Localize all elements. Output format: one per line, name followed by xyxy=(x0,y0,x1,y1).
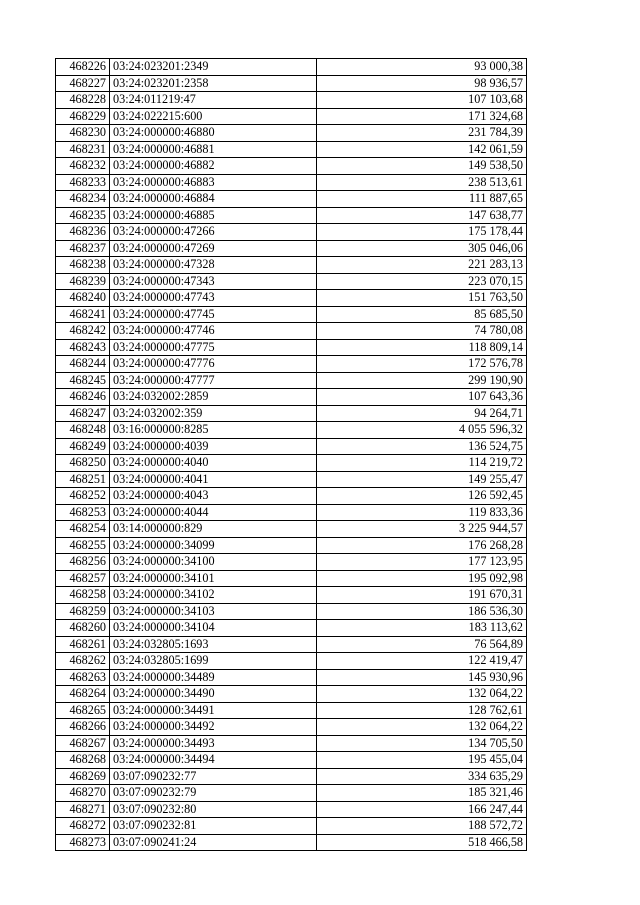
cadastral-code-cell: 03:24:032805:1699 xyxy=(110,653,317,670)
cadastral-code-cell: 03:24:000000:34491 xyxy=(110,702,317,719)
row-id-cell: 468259 xyxy=(56,603,110,620)
table-row xyxy=(56,59,527,76)
table-row xyxy=(56,752,527,769)
table-row xyxy=(56,735,527,752)
row-id-cell: 468255 xyxy=(56,537,110,554)
row-id-cell: 468231 xyxy=(56,141,110,158)
amount-cell: 149 538,50 xyxy=(317,158,527,175)
amount-cell: 195 092,98 xyxy=(317,570,527,587)
row-id-cell: 468261 xyxy=(56,636,110,653)
table-row xyxy=(56,455,527,472)
row-id-cell: 468232 xyxy=(56,158,110,175)
cadastral-code-cell: 03:24:000000:34104 xyxy=(110,620,317,637)
cadastral-code-cell: 03:24:032002:359 xyxy=(110,405,317,422)
table-row xyxy=(56,554,527,571)
row-id-cell: 468257 xyxy=(56,570,110,587)
amount-cell: 119 833,36 xyxy=(317,504,527,521)
amount-cell: 111 887,65 xyxy=(317,191,527,208)
table-body xyxy=(56,59,527,851)
cadastral-code-cell: 03:24:000000:4044 xyxy=(110,504,317,521)
amount-cell: 223 070,15 xyxy=(317,273,527,290)
cadastral-code-cell: 03:24:000000:46883 xyxy=(110,174,317,191)
cadastral-code-cell: 03:24:000000:34102 xyxy=(110,587,317,604)
amount-cell: 305 046,06 xyxy=(317,240,527,257)
cadastral-code-cell: 03:24:000000:34103 xyxy=(110,603,317,620)
table-row xyxy=(56,158,527,175)
row-id-cell: 468227 xyxy=(56,75,110,92)
cadastral-code-cell: 03:24:000000:47343 xyxy=(110,273,317,290)
table-row xyxy=(56,620,527,637)
row-id-cell: 468230 xyxy=(56,125,110,142)
row-id-cell: 468260 xyxy=(56,620,110,637)
table-row xyxy=(56,686,527,703)
cadastral-code-cell: 03:24:023201:2349 xyxy=(110,59,317,76)
table-row xyxy=(56,669,527,686)
table-row xyxy=(56,488,527,505)
amount-cell: 132 064,22 xyxy=(317,686,527,703)
table-row xyxy=(56,240,527,257)
cadastral-code-cell: 03:07:090241:24 xyxy=(110,834,317,851)
amount-cell: 151 763,50 xyxy=(317,290,527,307)
amount-cell: 186 536,30 xyxy=(317,603,527,620)
cadastral-code-cell: 03:24:000000:34490 xyxy=(110,686,317,703)
cadastral-code-cell: 03:24:000000:4041 xyxy=(110,471,317,488)
row-id-cell: 468258 xyxy=(56,587,110,604)
amount-cell: 132 064,22 xyxy=(317,719,527,736)
table-row xyxy=(56,372,527,389)
amount-cell: 4 055 596,32 xyxy=(317,422,527,439)
row-id-cell: 468236 xyxy=(56,224,110,241)
cadastral-code-cell: 03:24:000000:4040 xyxy=(110,455,317,472)
row-id-cell: 468241 xyxy=(56,306,110,323)
cadastral-code-cell: 03:24:000000:47746 xyxy=(110,323,317,340)
row-id-cell: 468239 xyxy=(56,273,110,290)
cadastral-code-cell: 03:07:090232:79 xyxy=(110,785,317,802)
cadastral-code-cell: 03:16:000000:8285 xyxy=(110,422,317,439)
amount-cell: 76 564,89 xyxy=(317,636,527,653)
table-row xyxy=(56,422,527,439)
cadastral-code-cell: 03:14:000000:829 xyxy=(110,521,317,538)
data-table xyxy=(55,58,527,851)
cadastral-code-cell: 03:24:000000:34099 xyxy=(110,537,317,554)
row-id-cell: 468249 xyxy=(56,438,110,455)
table-row xyxy=(56,257,527,274)
amount-cell: 98 936,57 xyxy=(317,75,527,92)
table-row xyxy=(56,603,527,620)
table-row xyxy=(56,125,527,142)
cadastral-code-cell: 03:24:000000:46880 xyxy=(110,125,317,142)
cadastral-code-cell: 03:24:000000:34494 xyxy=(110,752,317,769)
table-row xyxy=(56,768,527,785)
cadastral-code-cell: 03:24:011219:47 xyxy=(110,92,317,109)
table-row xyxy=(56,108,527,125)
amount-cell: 176 268,28 xyxy=(317,537,527,554)
cadastral-code-cell: 03:24:000000:47743 xyxy=(110,290,317,307)
amount-cell: 221 283,13 xyxy=(317,257,527,274)
table-row xyxy=(56,818,527,835)
row-id-cell: 468264 xyxy=(56,686,110,703)
row-id-cell: 468272 xyxy=(56,818,110,835)
table-row xyxy=(56,191,527,208)
cadastral-code-cell: 03:24:000000:47776 xyxy=(110,356,317,373)
row-id-cell: 468238 xyxy=(56,257,110,274)
amount-cell: 107 103,68 xyxy=(317,92,527,109)
amount-cell: 238 513,61 xyxy=(317,174,527,191)
row-id-cell: 468252 xyxy=(56,488,110,505)
amount-cell: 74 780,08 xyxy=(317,323,527,340)
cadastral-code-cell: 03:24:000000:34493 xyxy=(110,735,317,752)
amount-cell: 147 638,77 xyxy=(317,207,527,224)
cadastral-code-cell: 03:24:032002:2859 xyxy=(110,389,317,406)
table-row xyxy=(56,587,527,604)
row-id-cell: 468254 xyxy=(56,521,110,538)
cadastral-code-cell: 03:24:000000:46885 xyxy=(110,207,317,224)
amount-cell: 128 762,61 xyxy=(317,702,527,719)
table-row xyxy=(56,290,527,307)
amount-cell: 107 643,36 xyxy=(317,389,527,406)
amount-cell: 175 178,44 xyxy=(317,224,527,241)
cadastral-code-cell: 03:24:000000:47269 xyxy=(110,240,317,257)
table-row xyxy=(56,75,527,92)
cadastral-code-cell: 03:24:000000:47328 xyxy=(110,257,317,274)
table-row xyxy=(56,356,527,373)
amount-cell: 188 572,72 xyxy=(317,818,527,835)
row-id-cell: 468226 xyxy=(56,59,110,76)
row-id-cell: 468247 xyxy=(56,405,110,422)
table-row xyxy=(56,273,527,290)
amount-cell: 142 061,59 xyxy=(317,141,527,158)
table-row xyxy=(56,141,527,158)
row-id-cell: 468269 xyxy=(56,768,110,785)
table-row xyxy=(56,521,527,538)
row-id-cell: 468262 xyxy=(56,653,110,670)
row-id-cell: 468243 xyxy=(56,339,110,356)
cadastral-code-cell: 03:24:000000:34492 xyxy=(110,719,317,736)
amount-cell: 145 930,96 xyxy=(317,669,527,686)
cadastral-code-cell: 03:24:000000:4039 xyxy=(110,438,317,455)
amount-cell: 185 321,46 xyxy=(317,785,527,802)
cadastral-code-cell: 03:24:000000:47777 xyxy=(110,372,317,389)
table-row xyxy=(56,306,527,323)
cadastral-code-cell: 03:07:090232:81 xyxy=(110,818,317,835)
table-row xyxy=(56,224,527,241)
row-id-cell: 468244 xyxy=(56,356,110,373)
table-row xyxy=(56,438,527,455)
amount-cell: 172 576,78 xyxy=(317,356,527,373)
amount-cell: 136 524,75 xyxy=(317,438,527,455)
table-row xyxy=(56,323,527,340)
cadastral-code-cell: 03:24:023201:2358 xyxy=(110,75,317,92)
table-row xyxy=(56,636,527,653)
cadastral-code-cell: 03:24:000000:34101 xyxy=(110,570,317,587)
cadastral-code-cell: 03:24:000000:34489 xyxy=(110,669,317,686)
row-id-cell: 468270 xyxy=(56,785,110,802)
row-id-cell: 468266 xyxy=(56,719,110,736)
row-id-cell: 468246 xyxy=(56,389,110,406)
cadastral-code-cell: 03:24:000000:46882 xyxy=(110,158,317,175)
row-id-cell: 468267 xyxy=(56,735,110,752)
cadastral-code-cell: 03:24:000000:46884 xyxy=(110,191,317,208)
amount-cell: 93 000,38 xyxy=(317,59,527,76)
amount-cell: 118 809,14 xyxy=(317,339,527,356)
table-row xyxy=(56,537,527,554)
cadastral-code-cell: 03:24:000000:46881 xyxy=(110,141,317,158)
row-id-cell: 468251 xyxy=(56,471,110,488)
row-id-cell: 468242 xyxy=(56,323,110,340)
amount-cell: 122 419,47 xyxy=(317,653,527,670)
table-row xyxy=(56,207,527,224)
row-id-cell: 468228 xyxy=(56,92,110,109)
cadastral-code-cell: 03:07:090232:77 xyxy=(110,768,317,785)
row-id-cell: 468229 xyxy=(56,108,110,125)
cadastral-code-cell: 03:24:022215:600 xyxy=(110,108,317,125)
row-id-cell: 468250 xyxy=(56,455,110,472)
amount-cell: 149 255,47 xyxy=(317,471,527,488)
table-row xyxy=(56,702,527,719)
amount-cell: 518 466,58 xyxy=(317,834,527,851)
amount-cell: 114 219,72 xyxy=(317,455,527,472)
cadastral-code-cell: 03:24:000000:47266 xyxy=(110,224,317,241)
table-row xyxy=(56,653,527,670)
amount-cell: 126 592,45 xyxy=(317,488,527,505)
row-id-cell: 468253 xyxy=(56,504,110,521)
table-row xyxy=(56,570,527,587)
cadastral-code-cell: 03:24:000000:34100 xyxy=(110,554,317,571)
row-id-cell: 468245 xyxy=(56,372,110,389)
amount-cell: 334 635,29 xyxy=(317,768,527,785)
row-id-cell: 468234 xyxy=(56,191,110,208)
row-id-cell: 468265 xyxy=(56,702,110,719)
amount-cell: 177 123,95 xyxy=(317,554,527,571)
amount-cell: 231 784,39 xyxy=(317,125,527,142)
row-id-cell: 468248 xyxy=(56,422,110,439)
amount-cell: 3 225 944,57 xyxy=(317,521,527,538)
amount-cell: 94 264,71 xyxy=(317,405,527,422)
amount-cell: 171 324,68 xyxy=(317,108,527,125)
row-id-cell: 468256 xyxy=(56,554,110,571)
cadastral-code-cell: 03:07:090232:80 xyxy=(110,801,317,818)
amount-cell: 85 685,50 xyxy=(317,306,527,323)
amount-cell: 195 455,04 xyxy=(317,752,527,769)
row-id-cell: 468237 xyxy=(56,240,110,257)
table-row xyxy=(56,471,527,488)
table-row xyxy=(56,339,527,356)
row-id-cell: 468233 xyxy=(56,174,110,191)
table-row xyxy=(56,389,527,406)
amount-cell: 191 670,31 xyxy=(317,587,527,604)
amount-cell: 299 190,90 xyxy=(317,372,527,389)
row-id-cell: 468263 xyxy=(56,669,110,686)
table-row xyxy=(56,785,527,802)
table-row xyxy=(56,801,527,818)
table-row xyxy=(56,504,527,521)
table-row xyxy=(56,174,527,191)
cadastral-code-cell: 03:24:000000:4043 xyxy=(110,488,317,505)
amount-cell: 134 705,50 xyxy=(317,735,527,752)
cadastral-code-cell: 03:24:032805:1693 xyxy=(110,636,317,653)
table-row xyxy=(56,405,527,422)
row-id-cell: 468240 xyxy=(56,290,110,307)
row-id-cell: 468271 xyxy=(56,801,110,818)
table-row xyxy=(56,719,527,736)
amount-cell: 183 113,62 xyxy=(317,620,527,637)
row-id-cell: 468235 xyxy=(56,207,110,224)
row-id-cell: 468273 xyxy=(56,834,110,851)
amount-cell: 166 247,44 xyxy=(317,801,527,818)
row-id-cell: 468268 xyxy=(56,752,110,769)
table-row xyxy=(56,92,527,109)
cadastral-code-cell: 03:24:000000:47775 xyxy=(110,339,317,356)
cadastral-code-cell: 03:24:000000:47745 xyxy=(110,306,317,323)
table-row xyxy=(56,834,527,851)
